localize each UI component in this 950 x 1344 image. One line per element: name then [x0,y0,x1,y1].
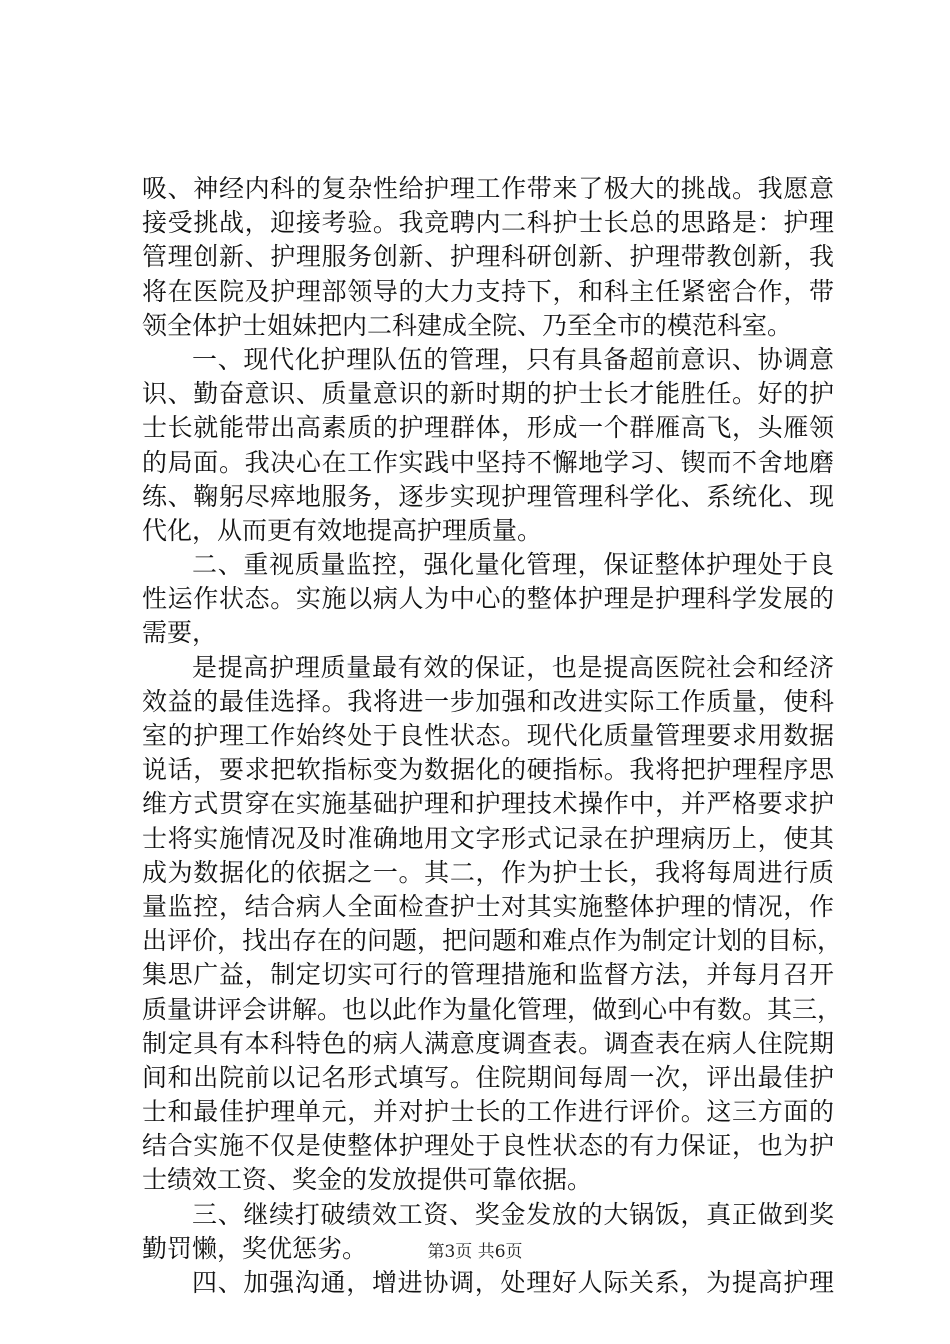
paragraph-2-start: 二、重视质量监控，强化量化管理，保证整体护理处于良 [192,550,834,580]
text-line: 的局面。我决心在工作实践中坚持不懈地学习、锲而不舍地磨 [142,447,834,477]
text-line: 集思广益，制定切实可行的管理措施和监督方法，并每月召开 [142,960,834,990]
paragraph-continuation-start: 是提高护理质量最有效的保证，也是提高医院社会和经济 [192,652,834,682]
text-line: 出评价，找出存在的问题，把问题和难点作为制定计划的目标， [142,926,843,956]
text-line: 质量讲评会讲解。也以此作为量化管理，做到心中有数。其三， [142,994,843,1024]
text-line: 管理创新、护理服务创新、护理科研创新、护理带教创新，我 [142,242,834,272]
text-line: 性运作状态。实施以病人为中心的整体护理是护理科学发展的 [142,584,834,614]
page-number-footer: 第3页 共6页 [427,1242,523,1262]
text-line: 需要， [142,618,218,648]
text-line: 代化，从而更有效地提高护理质量。 [142,515,543,545]
document-body [142,172,843,1300]
text-line: 成为数据化的依据之一。其二，作为护士长，我将每周进行质 [142,857,834,887]
text-line: 将在医院及护理部领导的大力支持下，和科主任紧密合作，带 [142,276,834,306]
text-line: 维方式贯穿在实施基础护理和护理技术操作中，并严格要求护 [142,789,834,819]
text-line: 勤罚懒，奖优惩劣。 [142,1233,368,1263]
text-line: 练、鞠躬尽瘁地服务，逐步实现护理管理科学化、系统化、现 [142,481,834,511]
text-line: 士和最佳护理单元，并对护士长的工作进行评价。这三方面的 [142,1097,834,1127]
text-line: 士绩效工资、奖金的发放提供可靠依据。 [142,1165,593,1195]
text-line: 室的护理工作始终处于良性状态。现代化质量管理要求用数据 [142,721,834,750]
paragraph-3-start: 三、继续打破绩效工资、奖金发放的大锅饭，真正做到奖 [192,1199,834,1229]
paragraph-1-start: 一、现代化护理队伍的管理，只有具备超前意识、协调意 [192,344,834,374]
text-line: 结合实施不仅是使整体护理处于良性状态的有力保证，也为护 [142,1131,834,1161]
text-line: 效益的最佳选择。我将进一步加强和改进实际工作质量，使科 [142,686,834,716]
text-line: 识、勤奋意识、质量意识的新时期的护士长才能胜任。好的护 [142,379,834,409]
text-line: 士将实施情况及时准确地用文字形式记录在护理病历上，使其 [142,823,834,853]
paragraph-4-start: 四、加强沟通，增进协调，处理好人际关系，为提高护理 [192,1268,834,1297]
text-line: 接受挑战，迎接考验。我竞聘内二科护士长总的思路是：护理 [142,208,834,238]
text-line: 士长就能带出高素质的护理群体，形成一个群雁高飞，头雁领 [142,413,834,443]
text-line: 领全体护士姐妹把内二科建成全院、乃至全市的模范科室。 [142,310,793,340]
text-line: 间和出院前以记名形式填写。住院期间每周一次，评出最佳护 [142,1062,834,1092]
text-line: 量监控，结合病人全面检查护士对其实施整体护理的情况，作 [142,891,834,921]
text-line: 制定具有本科特色的病人满意度调查表。调查表在病人住院期 [142,1028,834,1058]
text-line: 说话，要求把软指标变为数据化的硬指标。我将把护理程序思 [142,755,834,785]
text-line: 吸、神经内科的复杂性给护理工作带来了极大的挑战。我愿意 [142,174,834,203]
